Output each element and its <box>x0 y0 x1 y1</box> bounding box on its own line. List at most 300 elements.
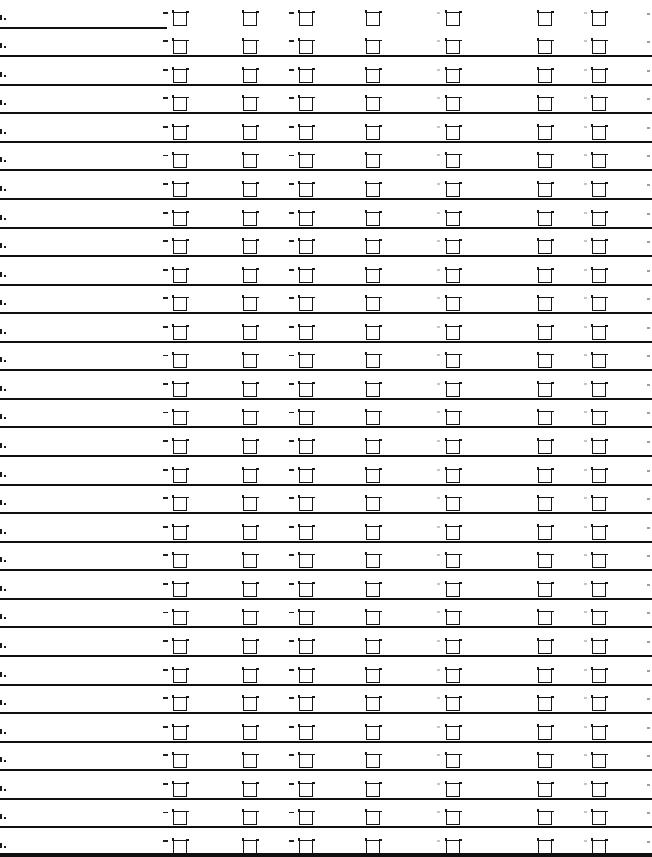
checkbox[interactable] <box>446 840 460 854</box>
checkbox[interactable] <box>538 411 552 425</box>
checkbox[interactable] <box>446 12 460 26</box>
right-margin-text-fragment <box>647 755 650 757</box>
checkbox[interactable] <box>446 783 460 797</box>
checkbox[interactable] <box>299 726 313 740</box>
checkbox[interactable] <box>446 811 460 825</box>
checkbox[interactable] <box>243 611 257 625</box>
checkbox[interactable] <box>173 212 187 226</box>
checkbox[interactable] <box>366 12 380 26</box>
faint-text-fragment <box>584 583 587 585</box>
faint-text-fragment <box>437 783 440 785</box>
faint-text-fragment <box>584 383 587 385</box>
checkbox[interactable] <box>592 154 606 168</box>
checkbox[interactable] <box>538 497 552 511</box>
checkbox[interactable] <box>173 440 187 454</box>
checkbox[interactable] <box>446 183 460 197</box>
checkbox[interactable] <box>173 726 187 740</box>
checkbox[interactable] <box>446 526 460 540</box>
checkbox[interactable] <box>243 383 257 397</box>
checkbox[interactable] <box>592 669 606 683</box>
checkbox[interactable] <box>366 783 380 797</box>
checkbox[interactable] <box>243 554 257 568</box>
checkbox[interactable] <box>592 411 606 425</box>
checkbox[interactable] <box>446 469 460 483</box>
checkbox[interactable] <box>538 697 552 711</box>
checkbox[interactable] <box>173 240 187 254</box>
left-margin-text-fragment <box>0 329 2 334</box>
text-fragment <box>163 640 168 642</box>
checkbox[interactable] <box>538 383 552 397</box>
checkbox[interactable] <box>538 326 552 340</box>
checkbox[interactable] <box>538 269 552 283</box>
checkbox[interactable] <box>173 326 187 340</box>
text-fragment <box>289 554 294 556</box>
text-fragment <box>163 12 168 14</box>
checkbox[interactable] <box>173 811 187 825</box>
checkbox[interactable] <box>366 726 380 740</box>
checkbox[interactable] <box>243 240 257 254</box>
right-margin-text-fragment <box>647 155 650 157</box>
checkbox[interactable] <box>446 697 460 711</box>
checkbox[interactable] <box>366 754 380 768</box>
checkbox[interactable] <box>446 440 460 454</box>
checkbox[interactable] <box>299 811 313 825</box>
checkbox[interactable] <box>446 326 460 340</box>
checkbox[interactable] <box>173 469 187 483</box>
text-fragment <box>163 40 168 42</box>
checkbox[interactable] <box>446 611 460 625</box>
left-margin-text-fragment <box>0 215 2 220</box>
checkbox[interactable] <box>173 40 187 54</box>
checkbox[interactable] <box>173 354 187 368</box>
checkbox[interactable] <box>299 440 313 454</box>
checkbox[interactable] <box>538 440 552 454</box>
checkbox[interactable] <box>299 669 313 683</box>
text-fragment <box>163 583 168 585</box>
faint-text-fragment <box>437 440 440 442</box>
checkbox[interactable] <box>538 297 552 311</box>
checkbox[interactable] <box>366 469 380 483</box>
checkbox[interactable] <box>592 97 606 111</box>
checkbox[interactable] <box>299 12 313 26</box>
checkbox[interactable] <box>173 12 187 26</box>
checkbox[interactable] <box>299 497 313 511</box>
checkbox[interactable] <box>299 212 313 226</box>
checkbox[interactable] <box>366 583 380 597</box>
checkbox[interactable] <box>243 326 257 340</box>
checkbox[interactable] <box>538 126 552 140</box>
left-margin-text-fragment <box>0 786 2 791</box>
checkbox[interactable] <box>173 554 187 568</box>
checkbox[interactable] <box>592 183 606 197</box>
text-fragment <box>163 269 168 271</box>
checkbox[interactable] <box>366 326 380 340</box>
checkbox[interactable] <box>366 611 380 625</box>
checkbox[interactable] <box>592 611 606 625</box>
checkbox[interactable] <box>243 783 257 797</box>
checkbox[interactable] <box>592 269 606 283</box>
text-fragment <box>289 126 294 128</box>
checkbox[interactable] <box>299 40 313 54</box>
text-fragment <box>289 269 294 271</box>
checkbox[interactable] <box>366 354 380 368</box>
faint-text-fragment <box>584 97 587 99</box>
checkbox[interactable] <box>173 383 187 397</box>
right-margin-text-fragment <box>647 841 650 843</box>
checkbox[interactable] <box>299 783 313 797</box>
checkbox[interactable] <box>592 497 606 511</box>
text-fragment <box>289 469 294 471</box>
checkbox[interactable] <box>243 669 257 683</box>
checkbox[interactable] <box>366 69 380 83</box>
text-fragment <box>289 240 294 242</box>
faint-text-fragment <box>437 411 440 413</box>
text-fragment <box>289 440 294 442</box>
checkbox[interactable] <box>366 126 380 140</box>
checkbox[interactable] <box>299 840 313 854</box>
checkbox[interactable] <box>538 726 552 740</box>
checkbox[interactable] <box>366 640 380 654</box>
checkbox[interactable] <box>592 240 606 254</box>
left-margin-text-fragment <box>0 472 2 477</box>
checkbox[interactable] <box>592 640 606 654</box>
checklist-row <box>0 686 652 715</box>
checkbox[interactable] <box>173 269 187 283</box>
text-fragment <box>289 97 294 99</box>
text-fragment <box>163 383 168 385</box>
text-fragment <box>289 355 294 357</box>
checkbox[interactable] <box>366 554 380 568</box>
text-fragment <box>289 726 294 728</box>
text-fragment <box>163 697 168 699</box>
checkbox[interactable] <box>538 97 552 111</box>
checkbox[interactable] <box>446 240 460 254</box>
checkbox[interactable] <box>538 611 552 625</box>
right-margin-text-fragment <box>647 384 650 386</box>
checkbox[interactable] <box>446 297 460 311</box>
checkbox[interactable] <box>173 497 187 511</box>
checkbox[interactable] <box>299 697 313 711</box>
text-fragment <box>163 469 168 471</box>
checkbox[interactable] <box>173 783 187 797</box>
checklist-row <box>0 600 652 629</box>
text-fragment <box>163 97 168 99</box>
left-margin-text-fragment <box>0 529 2 534</box>
checkbox[interactable] <box>299 326 313 340</box>
faint-text-fragment <box>437 183 440 185</box>
checkbox[interactable] <box>538 12 552 26</box>
text-fragment <box>289 583 294 585</box>
checkbox[interactable] <box>446 383 460 397</box>
text-fragment <box>289 183 294 185</box>
checkbox[interactable] <box>446 554 460 568</box>
checkbox[interactable] <box>592 840 606 854</box>
checkbox[interactable] <box>592 212 606 226</box>
checkbox[interactable] <box>299 297 313 311</box>
checkbox[interactable] <box>366 240 380 254</box>
checkbox[interactable] <box>243 40 257 54</box>
checkbox[interactable] <box>538 212 552 226</box>
checkbox[interactable] <box>592 697 606 711</box>
checkbox[interactable] <box>538 811 552 825</box>
faint-text-fragment <box>437 354 440 356</box>
checkbox[interactable] <box>446 726 460 740</box>
checkbox[interactable] <box>366 840 380 854</box>
faint-text-fragment <box>437 754 440 756</box>
checkbox[interactable] <box>173 669 187 683</box>
checkbox[interactable] <box>366 697 380 711</box>
checkbox[interactable] <box>366 40 380 54</box>
checkbox[interactable] <box>299 126 313 140</box>
checkbox[interactable] <box>299 240 313 254</box>
checkbox[interactable] <box>243 726 257 740</box>
checkbox[interactable] <box>538 583 552 597</box>
checklist-row <box>0 428 652 457</box>
checkbox[interactable] <box>299 154 313 168</box>
text-fragment <box>163 726 168 728</box>
checkbox[interactable] <box>446 269 460 283</box>
checkbox[interactable] <box>446 640 460 654</box>
text-fragment <box>289 754 294 756</box>
checkbox[interactable] <box>173 154 187 168</box>
checkbox[interactable] <box>173 297 187 311</box>
checkbox[interactable] <box>366 383 380 397</box>
checkbox[interactable] <box>366 811 380 825</box>
checkbox[interactable] <box>173 640 187 654</box>
faint-text-fragment <box>584 840 587 842</box>
checkbox[interactable] <box>446 354 460 368</box>
checkbox[interactable] <box>243 754 257 768</box>
checklist-row <box>0 543 652 572</box>
checklist-row <box>0 486 652 515</box>
checkbox[interactable] <box>592 69 606 83</box>
checkbox[interactable] <box>538 240 552 254</box>
faint-text-fragment <box>437 726 440 728</box>
checkbox[interactable] <box>538 526 552 540</box>
text-fragment <box>289 612 294 614</box>
checkbox[interactable] <box>243 583 257 597</box>
checkbox[interactable] <box>173 840 187 854</box>
text-fragment <box>289 640 294 642</box>
checkbox[interactable] <box>366 669 380 683</box>
checkbox[interactable] <box>243 640 257 654</box>
checklist-row <box>0 171 652 200</box>
faint-text-fragment <box>437 640 440 642</box>
checkbox[interactable] <box>538 40 552 54</box>
left-margin-text-fragment <box>0 729 2 734</box>
checkbox[interactable] <box>592 783 606 797</box>
checklist-row <box>0 457 652 486</box>
text-fragment <box>163 812 168 814</box>
checkbox[interactable] <box>243 497 257 511</box>
left-margin-text-fragment <box>0 386 2 391</box>
checkbox[interactable] <box>243 97 257 111</box>
checkbox[interactable] <box>243 183 257 197</box>
checkbox[interactable] <box>538 554 552 568</box>
checkbox[interactable] <box>446 69 460 83</box>
right-margin-text-fragment <box>647 70 650 72</box>
checkbox[interactable] <box>446 411 460 425</box>
checkbox[interactable] <box>243 297 257 311</box>
checkbox[interactable] <box>592 811 606 825</box>
right-margin-text-fragment <box>647 784 650 786</box>
text-fragment <box>163 412 168 414</box>
checkbox[interactable] <box>366 212 380 226</box>
checkbox[interactable] <box>592 754 606 768</box>
checkbox[interactable] <box>592 354 606 368</box>
checkbox[interactable] <box>366 526 380 540</box>
checkbox[interactable] <box>366 497 380 511</box>
checkbox[interactable] <box>366 411 380 425</box>
right-margin-text-fragment <box>647 670 650 672</box>
checkbox[interactable] <box>243 154 257 168</box>
checkbox[interactable] <box>173 526 187 540</box>
checkbox[interactable] <box>446 97 460 111</box>
checkbox[interactable] <box>592 526 606 540</box>
checkbox[interactable] <box>538 183 552 197</box>
checkbox[interactable] <box>243 69 257 83</box>
checkbox[interactable] <box>299 97 313 111</box>
text-fragment <box>163 355 168 357</box>
checkbox[interactable] <box>299 183 313 197</box>
checkbox[interactable] <box>243 354 257 368</box>
checkbox[interactable] <box>366 154 380 168</box>
checkbox[interactable] <box>243 269 257 283</box>
checkbox[interactable] <box>299 554 313 568</box>
right-margin-text-fragment <box>647 527 650 529</box>
faint-text-fragment <box>437 840 440 842</box>
checkbox[interactable] <box>538 154 552 168</box>
left-margin-text-fragment <box>0 700 2 705</box>
checkbox[interactable] <box>538 754 552 768</box>
checkbox[interactable] <box>173 697 187 711</box>
checkbox[interactable] <box>299 640 313 654</box>
faint-text-fragment <box>584 297 587 299</box>
checkbox[interactable] <box>446 126 460 140</box>
left-margin-text-fragment <box>0 757 2 762</box>
checkbox[interactable] <box>538 669 552 683</box>
checkbox[interactable] <box>299 269 313 283</box>
checkbox[interactable] <box>446 669 460 683</box>
faint-text-fragment <box>437 811 440 813</box>
faint-text-fragment <box>584 440 587 442</box>
faint-text-fragment <box>584 154 587 156</box>
checkbox[interactable] <box>173 583 187 597</box>
checkbox[interactable] <box>243 811 257 825</box>
checkbox[interactable] <box>299 383 313 397</box>
checkbox[interactable] <box>173 97 187 111</box>
left-margin-text-fragment <box>0 843 2 848</box>
checkbox[interactable] <box>366 97 380 111</box>
checkbox[interactable] <box>299 611 313 625</box>
checkbox[interactable] <box>592 469 606 483</box>
checkbox[interactable] <box>592 12 606 26</box>
checkbox[interactable] <box>299 583 313 597</box>
checkbox[interactable] <box>243 840 257 854</box>
checkbox[interactable] <box>538 354 552 368</box>
checkbox[interactable] <box>538 840 552 854</box>
checkbox[interactable] <box>592 126 606 140</box>
checkbox[interactable] <box>538 469 552 483</box>
checkbox[interactable] <box>592 297 606 311</box>
checkbox[interactable] <box>173 611 187 625</box>
text-fragment <box>163 783 168 785</box>
checkbox[interactable] <box>592 326 606 340</box>
checkbox[interactable] <box>299 754 313 768</box>
checklist-row <box>0 0 652 29</box>
checkbox[interactable] <box>446 154 460 168</box>
left-margin-text-fragment <box>0 414 2 419</box>
left-margin-text-fragment <box>0 129 2 134</box>
right-margin-text-fragment <box>647 612 650 614</box>
checkbox[interactable] <box>173 69 187 83</box>
right-margin-text-fragment <box>647 270 650 272</box>
checkbox[interactable] <box>173 411 187 425</box>
checkbox[interactable] <box>592 583 606 597</box>
checklist-row <box>0 29 652 58</box>
checklist-row <box>0 57 652 86</box>
checkbox[interactable] <box>366 269 380 283</box>
faint-text-fragment <box>584 240 587 242</box>
checkbox[interactable] <box>538 783 552 797</box>
checkbox[interactable] <box>592 554 606 568</box>
checkbox[interactable] <box>446 754 460 768</box>
checkbox[interactable] <box>538 640 552 654</box>
checkbox[interactable] <box>592 383 606 397</box>
checkbox[interactable] <box>243 12 257 26</box>
checkbox[interactable] <box>299 69 313 83</box>
checkbox[interactable] <box>243 469 257 483</box>
checkbox[interactable] <box>592 726 606 740</box>
right-margin-text-fragment <box>647 213 650 215</box>
faint-text-fragment <box>584 69 587 71</box>
checkbox[interactable] <box>538 69 552 83</box>
faint-text-fragment <box>584 497 587 499</box>
checkbox[interactable] <box>366 183 380 197</box>
checkbox[interactable] <box>243 440 257 454</box>
checklist-row <box>0 286 652 315</box>
checklist-row <box>0 571 652 600</box>
text-fragment <box>289 297 294 299</box>
checkbox[interactable] <box>243 697 257 711</box>
checkbox[interactable] <box>592 440 606 454</box>
checkbox[interactable] <box>243 411 257 425</box>
checkbox[interactable] <box>366 440 380 454</box>
text-fragment <box>163 440 168 442</box>
checkbox[interactable] <box>446 40 460 54</box>
checkbox[interactable] <box>243 526 257 540</box>
checkbox[interactable] <box>446 583 460 597</box>
checkbox[interactable] <box>173 183 187 197</box>
checklist-row <box>0 371 652 400</box>
left-margin-text-fragment <box>0 643 2 648</box>
checkbox[interactable] <box>446 212 460 226</box>
checkbox[interactable] <box>446 497 460 511</box>
checkbox[interactable] <box>299 411 313 425</box>
checkbox[interactable] <box>243 126 257 140</box>
checkbox[interactable] <box>592 40 606 54</box>
checkbox[interactable] <box>299 354 313 368</box>
checkbox[interactable] <box>243 212 257 226</box>
checkbox[interactable] <box>173 754 187 768</box>
faint-text-fragment <box>437 669 440 671</box>
checkbox[interactable] <box>366 297 380 311</box>
checkbox[interactable] <box>173 126 187 140</box>
text-fragment <box>289 497 294 499</box>
checkbox[interactable] <box>299 526 313 540</box>
checkbox[interactable] <box>299 469 313 483</box>
text-fragment <box>289 326 294 328</box>
